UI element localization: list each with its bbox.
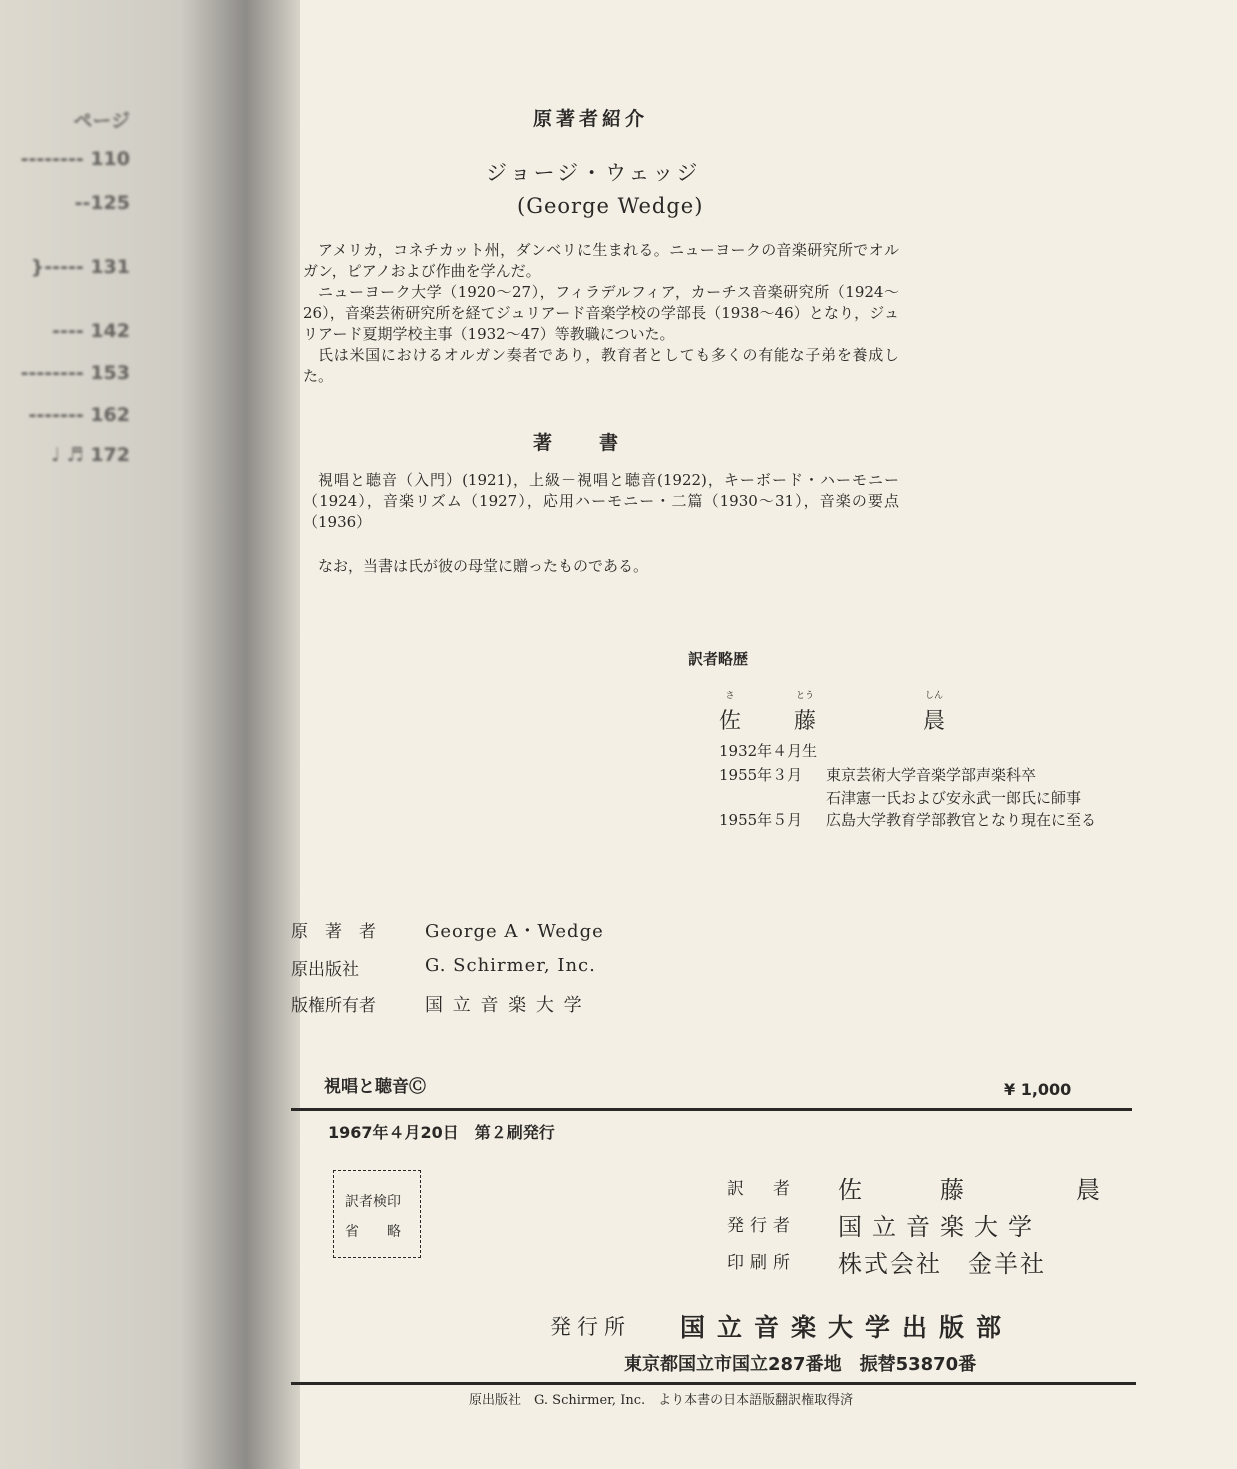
translator-heading: 訳者略歴 (688, 650, 749, 668)
name-kanji: 藤 (794, 709, 817, 734)
history-event: 石津憲一氏および安永武一郎氏に師事 (826, 789, 1082, 807)
colophon-label: 印刷所 (727, 1253, 796, 1273)
colophon-label: 訳 者 (727, 1179, 796, 1199)
colophon-value: 佐 藤 晨 (838, 1176, 1110, 1204)
name-kanji: 佐 (719, 709, 742, 734)
publisher-name: 国立音楽大学出版部 (680, 1313, 1014, 1342)
name-char (923, 691, 946, 735)
original-label: 原出版社 (291, 960, 359, 980)
book-title: 視唱と聴音Ⓒ (324, 1077, 426, 1097)
gutter-line: --125 (74, 192, 130, 214)
author-name-en: (George Wedge) (517, 194, 704, 218)
author-bio (303, 240, 899, 387)
original-label: 原 著 者 (291, 922, 376, 942)
facing-page-gutter (0, 0, 300, 1469)
works-note-block (303, 556, 899, 577)
author-intro-heading: 原著者紹介 (533, 108, 649, 130)
original-label: 版権所有者 (291, 996, 376, 1016)
history-event: 広島大学教育学部教官となり現在に至る (826, 811, 1097, 829)
history-date: 1955年５月 (719, 811, 803, 829)
author-name-jp: ジョージ・ウェッジ (486, 161, 701, 185)
publisher-label: 発行所 (550, 1315, 631, 1339)
colophon-label: 発行者 (727, 1216, 796, 1236)
original-value: 国 立 音 楽 大 学 (425, 995, 584, 1016)
works-note: なお，当書は氏が彼の母堂に贈ったものである。 (318, 557, 649, 575)
history-date: 1955年３月 (719, 766, 803, 784)
original-value: G. Schirmer, Inc. (425, 955, 596, 976)
print-date: 1967年４月20日 第２刷発行 (328, 1123, 555, 1142)
gutter-line: ページ (73, 110, 130, 132)
original-value: George A・Wedge (425, 921, 604, 942)
colophon-value: 国立音楽大学 (838, 1213, 1042, 1241)
bio-paragraph: ニューヨーク大学（1920～27），フィラデルフィア，カーチス音楽研究所（1924～26），音楽芸術研究所を経てジュリアード音楽学校の学部長（1938～46）となり，ジュリアード夏期学校主事（1932～47）等教職についた。 (303, 283, 899, 343)
gutter-line: -------- 110 (20, 148, 130, 170)
name-char (794, 691, 817, 735)
name-kanji: 晨 (923, 709, 946, 734)
works-list (303, 470, 899, 533)
name-ruby: とう (796, 691, 815, 701)
works-text: 視唱と聴音（入門）(1921)，上級－視唱と聴音(1922)，キーボード・ハーモニー（1924），音楽リズム（1927），応用ハーモニー・二篇（1930～31），音楽の要点（1936） (303, 471, 899, 531)
gutter-line: ♩ ♬ 172 (51, 444, 130, 466)
gutter-line: }----- 131 (30, 256, 130, 278)
translator-name (719, 691, 946, 735)
history-event: 東京芸術大学音楽学部声楽科卒 (826, 766, 1037, 784)
gutter-line: -------- 153 (20, 362, 130, 384)
name-ruby: さ (725, 691, 735, 701)
stamp-line: 訳者検印 (345, 1194, 401, 1210)
gutter-line: ------- 162 (28, 404, 130, 426)
publisher-address: 東京都国立市国立287番地 振替53870番 (624, 1354, 977, 1375)
gutter-line: ---- 142 (52, 320, 130, 342)
colophon-top-rule (291, 1108, 1132, 1111)
stamp-line: 省 略 (345, 1224, 401, 1240)
history-date: 1932年４月生 (719, 742, 818, 760)
name-char (719, 691, 742, 735)
colophon-bottom-rule (291, 1382, 1136, 1385)
seal-stamp-box (333, 1170, 421, 1258)
bio-paragraph: 氏は米国におけるオルガン奏者であり，教育者としても多くの有能な子弟を養成した。 (303, 346, 899, 385)
price: ¥ 1,000 (1004, 1080, 1072, 1099)
bio-paragraph: アメリカ，コネチカット州，ダンベリに生まれる。ニューヨークの音楽研究所でオルガン，ピアノおよび作曲を学んだ。 (303, 241, 899, 280)
works-heading: 著 書 (533, 432, 633, 454)
colophon-value: 株式会社 金羊社 (838, 1250, 1046, 1278)
rights-notice: 原出版社 G. Schirmer, Inc. より本書の日本語版翻訳権取得済 (469, 1393, 854, 1408)
name-ruby: しん (925, 691, 944, 701)
